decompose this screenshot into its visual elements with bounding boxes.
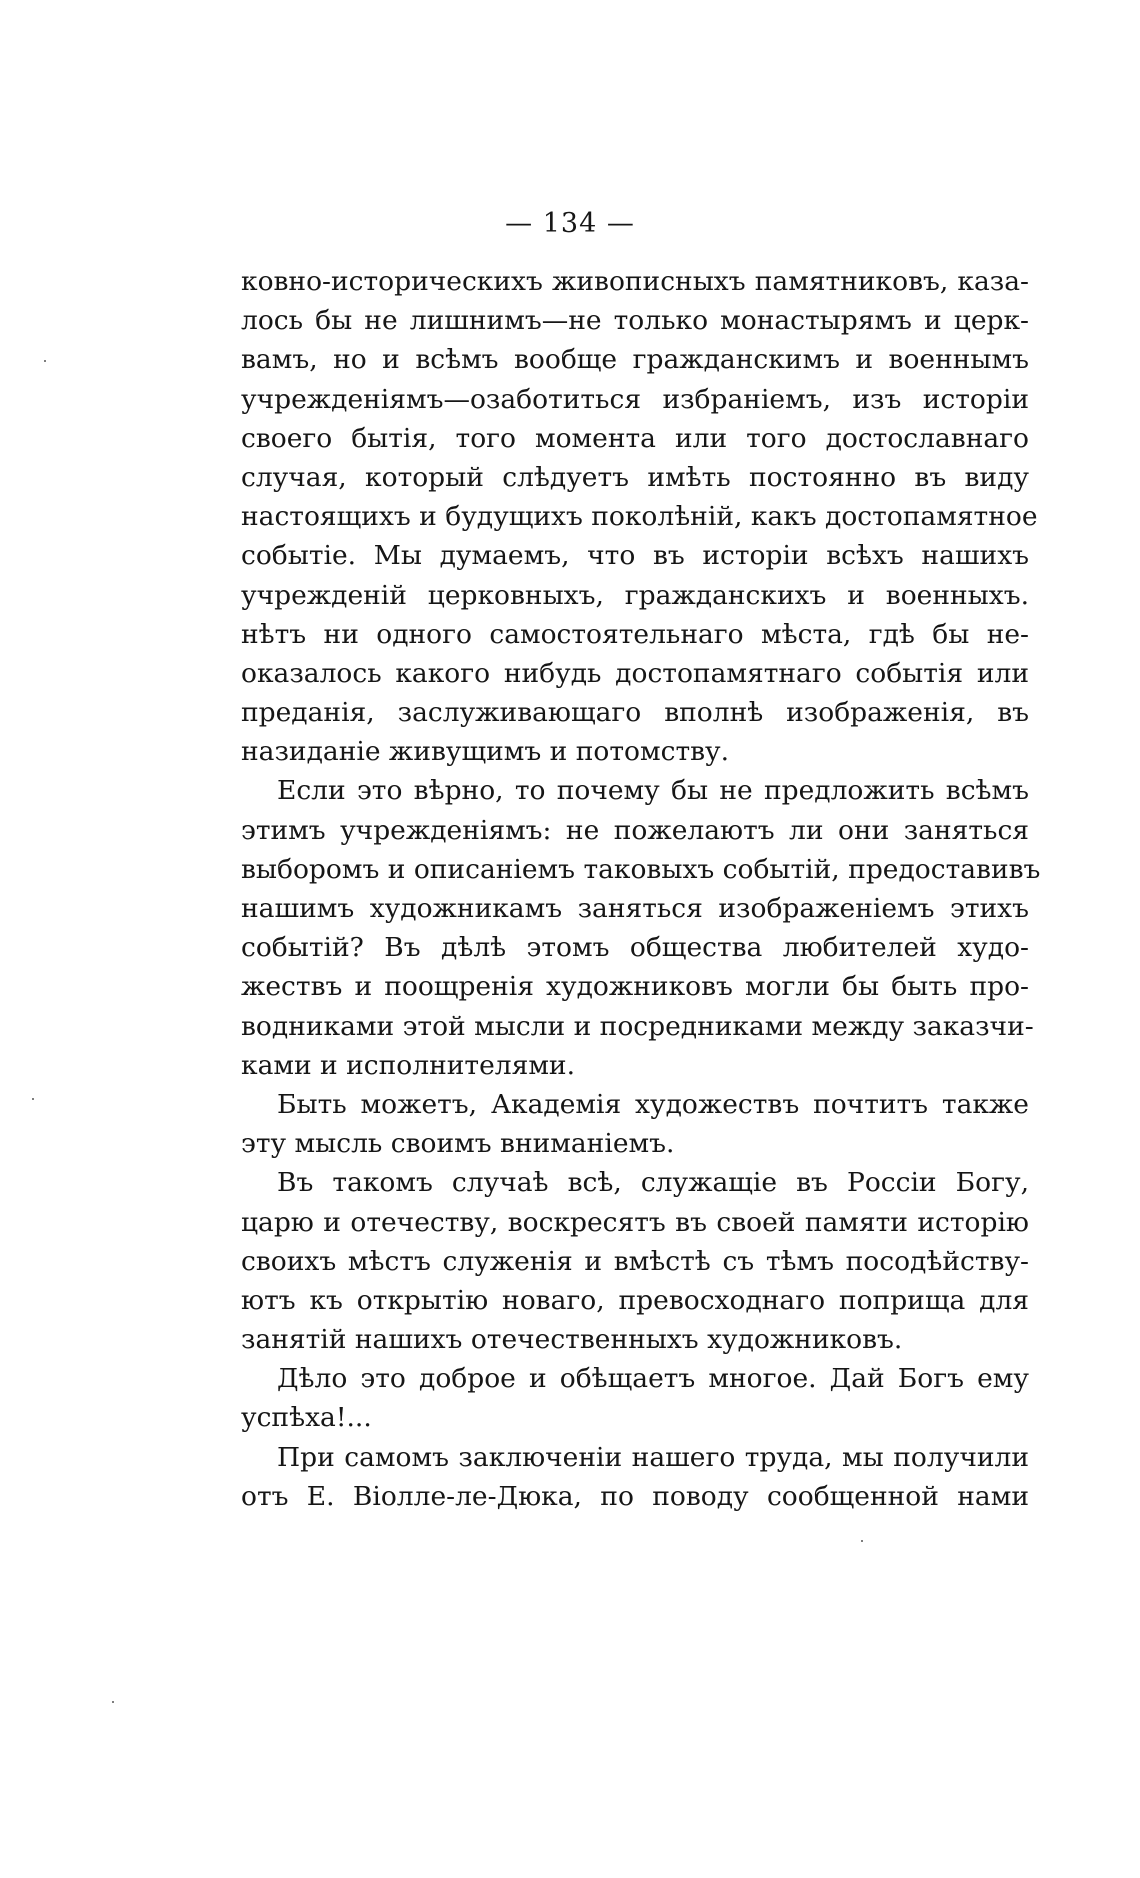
- paragraph-3: [241, 1085, 1029, 1163]
- text-line: Если это вѣрно, то почему бы не предложить всѣмъ: [277, 775, 1029, 807]
- text-line: ютъ къ открытію новаго, превосходнаго поприща для: [241, 1284, 1029, 1316]
- text-line: настоящихъ и будущихъ поколѣній, какъ достопамятное: [241, 501, 1038, 533]
- page-number: — 134 —: [505, 208, 635, 239]
- text-line: эту мысль своимъ вниманіемъ.: [241, 1128, 675, 1160]
- text-line: случая, который слѣдуетъ имѣть постоянно въ виду: [241, 461, 1029, 493]
- text-line: учрежденіямъ—озаботиться избраніемъ, изъ исторіи: [241, 383, 1029, 415]
- text-line: оказалось какого нибудь достопамятнаго событія или: [241, 657, 1029, 689]
- text-line: жествъ и поощренія художниковъ могли бы быть про-: [241, 971, 1029, 1003]
- scan-speck: [861, 1540, 863, 1542]
- paragraph-1: [241, 262, 1038, 771]
- text-line: вамъ, но и всѣмъ вообще гражданскимъ и военнымъ: [241, 344, 1029, 376]
- text-line: нашимъ художникамъ заняться изображеніемъ этихъ: [241, 893, 1029, 924]
- text-line: событій? Въ дѣлѣ этомъ общества любителей худо-: [241, 932, 1029, 964]
- text-line: водниками этой мысли и посредниками между заказчи-: [241, 1010, 1034, 1042]
- text-line: занятій нашихъ отечественныхъ художниковъ.: [241, 1324, 903, 1356]
- text-line: назиданіе живущимъ и потомству.: [241, 736, 730, 768]
- text-line: учрежденій церковныхъ, гражданскихъ и военныхъ.: [241, 579, 1029, 611]
- text-line: Дѣло это доброе и обѣщаетъ многое. Дай Богъ ему: [277, 1363, 1029, 1395]
- text-line: преданія, заслуживающаго вполнѣ изображенія, въ: [241, 697, 1029, 729]
- text-line: этимъ учрежденіямъ: не пожелаютъ ли они заняться: [241, 814, 1029, 846]
- text-line: царю и отечеству, воскресятъ въ своей памяти исторію: [241, 1206, 1029, 1238]
- text-line: Быть можетъ, Академія художествъ почтитъ также: [277, 1088, 1029, 1120]
- text-line: нѣтъ ни одного самостоятельнаго мѣста, гдѣ бы не-: [241, 618, 1029, 650]
- paragraph-4: [241, 1163, 1029, 1359]
- text-line: ковно-историческихъ живописныхъ памятниковъ, каза-: [241, 266, 1029, 297]
- text-line: событіе. Мы думаемъ, что въ исторіи всѣхъ нашихъ: [241, 540, 1029, 572]
- text-line: успѣха!...: [241, 1402, 372, 1434]
- text-line: отъ Е. Віолле-ле-Дюка, по поводу сообщенной нами: [241, 1480, 1029, 1512]
- text-line: своего бытія, того момента или того достославнаго: [241, 422, 1029, 454]
- text-line: лось бы не лишнимъ—не только монастырямъ и церк-: [241, 305, 1029, 337]
- text-line: Въ такомъ случаѣ всѣ, служащіе въ Россіи Богу,: [277, 1167, 1029, 1199]
- text-line: выборомъ и описаніемъ таковыхъ событій, предоставивъ: [241, 853, 1041, 885]
- text-line: При самомъ заключеніи нашего труда, мы получили: [277, 1441, 1029, 1473]
- text-line: своихъ мѣстъ служенія и вмѣстѣ съ тѣмъ посодѣйству-: [241, 1245, 1029, 1277]
- text-line: ками и исполнителями.: [241, 1049, 576, 1081]
- scan-speck: [32, 1098, 34, 1100]
- scan-speck: [44, 360, 46, 362]
- paragraph-6: [241, 1438, 1029, 1516]
- paragraph-2: [241, 771, 1041, 1085]
- body-text: [241, 262, 1041, 1516]
- paragraph-5: [241, 1359, 1029, 1437]
- scan-speck: [112, 1701, 114, 1703]
